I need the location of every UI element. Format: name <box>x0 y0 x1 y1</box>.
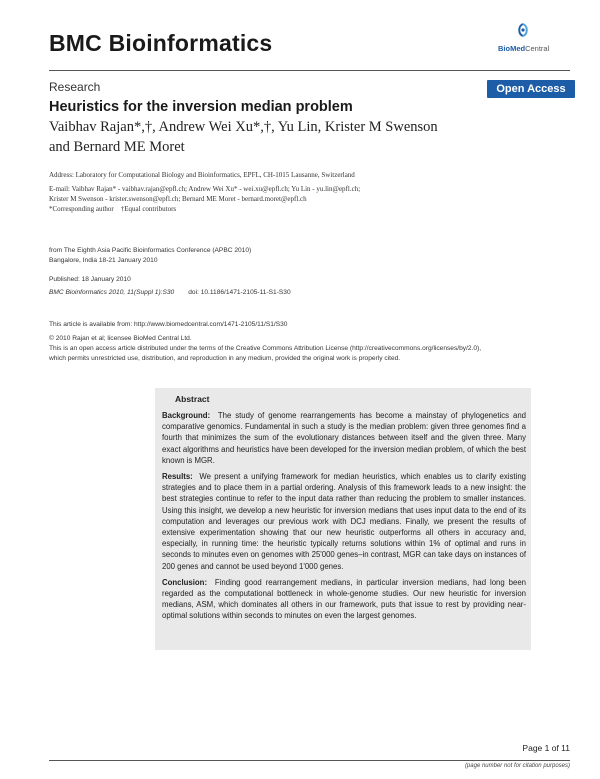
authors <box>49 117 519 157</box>
corresponding-note: *Corresponding author <box>49 205 114 213</box>
article-section: Research <box>49 80 101 94</box>
page-number-note: (page number not for citation purposes) <box>464 763 570 769</box>
open-access-badge: Open Access <box>487 80 575 98</box>
citation-line <box>49 288 291 298</box>
license-block <box>49 320 481 364</box>
conference-info <box>49 246 251 266</box>
license-text-2: which permits unrestricted use, distribution, and reproduction in any medium, provided the original work is properly cited. <box>49 355 401 362</box>
results-label: Results: <box>162 472 193 482</box>
logo-bio: BioMed <box>498 44 526 53</box>
copyright: © 2010 Rajan et al; licensee BioMed Central Ltd. <box>49 335 192 342</box>
author-notes <box>49 204 360 214</box>
publication-info <box>49 275 291 298</box>
conference-location: Bangalore, India 18-21 January 2010 <box>49 257 158 264</box>
authors-line-2: and Bernard ME Moret <box>49 139 185 155</box>
affiliation <box>49 170 355 180</box>
article-url[interactable]: This article is available from: http://www.biomedcentral.com/1471-2105/11/S1/S30 <box>49 321 288 328</box>
header-divider <box>49 70 570 71</box>
logo-central: Central <box>525 44 550 53</box>
journal-title: BMC Bioinformatics <box>49 30 273 56</box>
citation-ref: BMC Bioinformatics 2010, 11(Suppl 1):S30 <box>49 289 175 296</box>
page-number: Page 1 of 11 <box>522 743 570 753</box>
logo-wordmark <box>498 44 549 53</box>
results-text: We present a unifying framework for median heuristics, which enables us to clarify existing strategies and to place them in a partial ordering. Analysis of this framework leads to a new insight: the best strategies continue to refer to the input data rather than reducing the problem to smaller instances. Using this insight, we develop a new heuristic for inversion medians that uses input data to the end of its computation and leverages our previous work with DCJ medians. Finally, we present the results of extensive experimentation showing that our new heuristic outperforms all others in accuracy and, especially, in running time: the heuristic typically returns solutions within 1% of optimal and runs in seconds to minutes even on genomes with 25'000 genes–in contrast, MGR can take days on instances of 200 genes and cannot be used beyond 1'000 genes. <box>162 472 526 571</box>
conclusion-label: Conclusion: <box>162 577 208 587</box>
abstract-body <box>162 410 526 627</box>
biomed-central-logo-icon <box>515 22 531 42</box>
contact-info <box>49 184 360 214</box>
abstract-results <box>162 471 526 572</box>
conclusion-text: Finding good rearrangement medians, in particular inversion medians, had long been regarded as the computational bottleneck in whole-genome studies. Our new heuristic for inversion medians, ASM, which dominates all others in our framework, puts that issue to rest by providing near-optimal solutions within seconds to minutes on even the largest genomes. <box>162 577 526 621</box>
abstract-background <box>162 410 526 466</box>
article-title: Heuristics for the inversion median problem <box>49 99 353 115</box>
background-text: The study of genome rearrangements has become a mainstay of phylogenetics and comparative genomics. Fundamental in such a study is the median problem: given three genomes find a fourth that minimizes the sum of the evolutionary distances between itself and the given three. Many exact algorithms and heuristics have been developed for the inversion median problem, of which the best known is MGR. <box>162 411 526 465</box>
email-line-1: E-mail: Vaibhav Rajan* - vaibhav.rajan@epfl.ch; Andrew Wei Xu* - wei.xu@epfl.ch; Yu Lin - yu.lin@epfl.ch; <box>49 185 361 193</box>
equal-contrib-note: †Equal contributors <box>120 205 177 213</box>
citation-doi: doi: 10.1186/1471-2105-11-S1-S30 <box>188 289 291 296</box>
authors-line-1: Vaibhav Rajan*,†, Andrew Wei Xu*,†, Yu Lin, Krister M Swenson <box>49 119 438 135</box>
biomed-central-logo <box>498 22 548 56</box>
email-line-2: Krister M Swenson - krister.swenson@epfl.ch; Bernard ME Moret - bernard.moret@epfl.ch <box>49 195 307 203</box>
published-date: Published: 18 January 2010 <box>49 276 131 283</box>
footer-divider <box>49 760 570 761</box>
license-text-1: This is an open access article distributed under the terms of the Creative Commons Attribution License (http://creativecommons.org/licenses/by/2.0), <box>49 345 482 352</box>
abstract-conclusion <box>162 577 526 622</box>
address: Address: Laboratory for Computational Biology and Bioinformatics, EPFL, CH-1015 Lausanne, Switzerland <box>49 171 355 179</box>
background-label: Background: <box>162 411 211 420</box>
abstract-heading: Abstract <box>175 394 210 404</box>
conference-line: from The Eighth Asia Pacific Bioinformatics Conference (APBC 2010) <box>49 247 252 254</box>
